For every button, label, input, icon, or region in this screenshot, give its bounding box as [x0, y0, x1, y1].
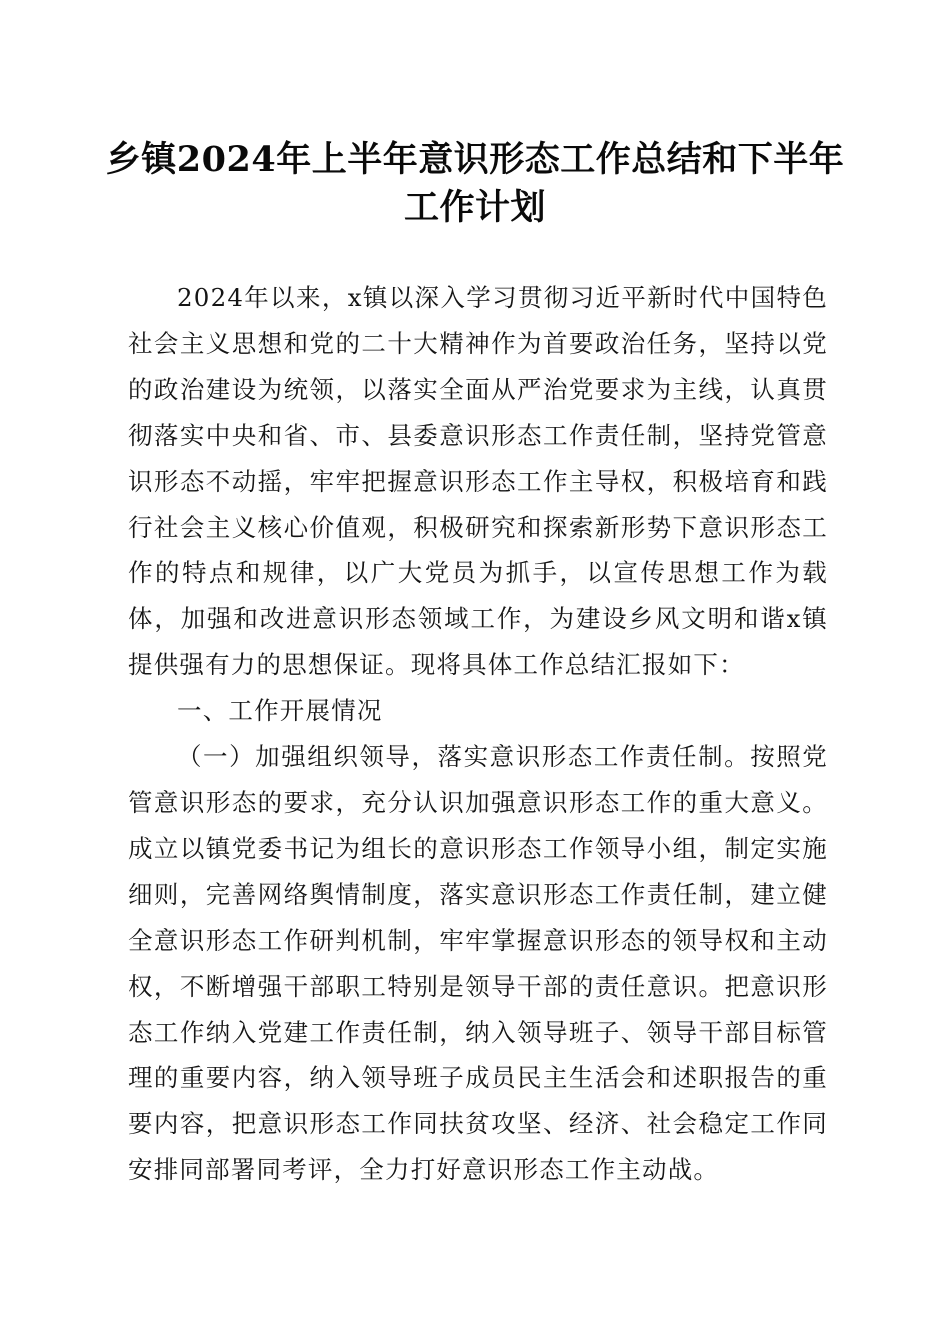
subsection-lead: （一）加强组织领导，落实意识形态工作责任制。 — [177, 742, 751, 772]
document-body — [128, 275, 828, 1193]
intro-paragraph: 2024年以来，x镇以深入学习贯彻习近平新时代中国特色社会主义思想和党的二十大精神作为首要政治任务，坚持以党的政治建设为统领，以落实全面从严治党要求为主线，认真贯彻落实中央和省、市、县委意识形态工作责任制，坚持党管意识形态不动摇，牢牢把握意识形态工作主导权，积极培育和践行社会主义核心价值观，积极研究和探索新形势下意识形态工作的特点和规律，以广大党员为抓手，以宣传思想工作为载体，加强和改进意识形态领域工作，为建设乡风文明和谐x镇提供强有力的思想保证。现将具体工作总结汇报如下： — [128, 283, 828, 680]
document-title: 乡镇2024年上半年意识形态工作总结和下半年工作计划 — [105, 139, 845, 228]
subsection-paragraph — [128, 734, 828, 1193]
section-heading: 一、工作开展情况 — [177, 696, 383, 726]
subsection-body: 按照党管意识形态的要求，充分认识加强意识形态工作的重大意义。成立以镇党委书记为组长的意识形态工作领导小组，制定实施细则，完善网络舆情制度，落实意识形态工作责任制，建立健全意识形态工作研判机制，牢牢掌握意识形态的领导权和主动权，不断增强干部职工特别是领导干部的责任意识。把意识形态工作纳入党建工作责任制，纳入领导班子、领导干部目标管理的重要内容，纳入领导班子成员民主生活会和述职报告的重要内容，把意识形态工作同扶贫攻坚、经济、社会稳定工作同安排同部署同考评，全力打好意识形态工作主动战。 — [128, 742, 828, 1185]
